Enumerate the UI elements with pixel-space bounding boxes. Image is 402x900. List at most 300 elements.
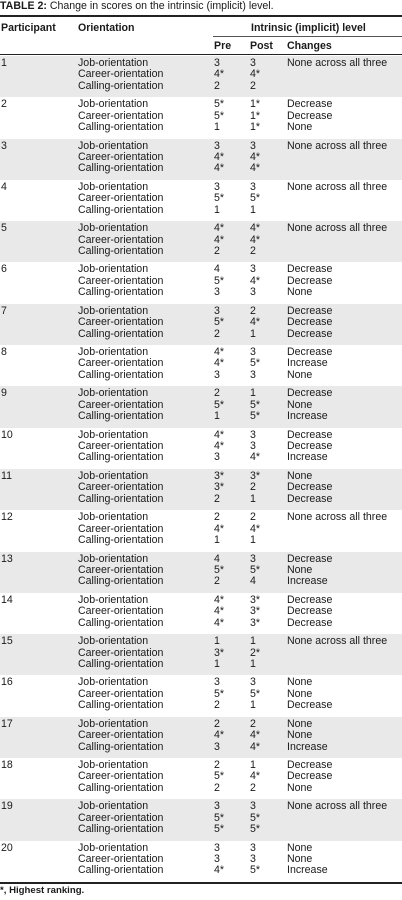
- pre-value: 5*: [214, 274, 225, 287]
- changes-value: Decrease: [287, 440, 333, 453]
- changes-value: Decrease: [287, 98, 333, 111]
- changes-cell: [287, 717, 402, 758]
- orientation-cell: [78, 221, 214, 262]
- post-cell: [250, 180, 287, 221]
- post-cell: [250, 56, 287, 97]
- post-value: 5*: [250, 811, 261, 824]
- participant-cell: 18: [1, 759, 13, 772]
- orientation-value: Job-orientation: [78, 800, 149, 813]
- changes-value: [287, 659, 402, 670]
- participant-cell: 19: [0, 799, 78, 840]
- scores-table: [0, 56, 402, 882]
- pre-value: 1: [214, 635, 220, 648]
- pre-value: 4*: [214, 605, 225, 618]
- pre-cell: [214, 799, 250, 840]
- header-pre: Pre: [214, 40, 232, 52]
- orientation-cell: [78, 552, 214, 593]
- post-cell: [250, 469, 287, 510]
- post-cell: [250, 717, 287, 758]
- orientation-value: Calling-orientation: [78, 781, 164, 794]
- table-row: [0, 180, 402, 221]
- pre-value: 5*: [214, 98, 225, 111]
- changes-value: [287, 813, 402, 824]
- orientation-cell: [78, 97, 214, 138]
- orientation-value: Career-orientation: [78, 233, 164, 246]
- orientation-cell: [78, 593, 214, 634]
- changes-value: None: [287, 729, 313, 742]
- pre-cell: [214, 469, 250, 510]
- pre-value: 2: [214, 781, 220, 794]
- post-value: 1: [250, 635, 256, 648]
- participant-cell: 12: [1, 511, 13, 524]
- table-row: [0, 593, 402, 634]
- header-rule: [0, 54, 402, 55]
- pre-cell: [214, 717, 250, 758]
- orientation-value: Job-orientation: [78, 841, 149, 854]
- orientation-cell: [78, 428, 214, 469]
- pre-value: 4*: [214, 440, 225, 453]
- changes-value: Decrease: [287, 387, 333, 400]
- changes-value: [287, 81, 402, 92]
- post-value: 5*: [250, 357, 261, 370]
- orientation-cell: [78, 841, 214, 882]
- table-row: [0, 428, 402, 469]
- post-value: 2: [250, 481, 256, 494]
- orientation-value: Career-orientation: [78, 853, 164, 866]
- orientation-value: Calling-orientation: [78, 410, 164, 423]
- orientation-cell: [78, 180, 214, 221]
- changes-cell: [287, 675, 402, 716]
- header-participant: Participant: [1, 22, 56, 34]
- changes-value: None across all three: [287, 800, 388, 813]
- orientation-value: Job-orientation: [78, 139, 149, 152]
- orientation-value: Career-orientation: [78, 274, 164, 287]
- post-value: 3*: [250, 469, 261, 482]
- pre-cell: [214, 56, 250, 97]
- orientation-value: Calling-orientation: [78, 534, 164, 547]
- table-row: [0, 56, 402, 97]
- pre-value: 4*: [214, 150, 225, 163]
- post-value: 4*: [250, 729, 261, 742]
- changes-value: None: [287, 781, 313, 794]
- post-value: 3*: [250, 616, 261, 629]
- changes-cell: [287, 262, 402, 303]
- orientation-cell: [78, 345, 214, 386]
- orientation-value: Calling-orientation: [78, 162, 164, 175]
- pre-value: 4*: [214, 616, 225, 629]
- table-row: [0, 799, 402, 840]
- post-value: 2: [250, 781, 256, 794]
- pre-value: 2: [214, 575, 220, 588]
- orientation-value: Calling-orientation: [78, 327, 164, 340]
- changes-value: Decrease: [287, 593, 333, 606]
- orientation-value: Calling-orientation: [78, 575, 164, 588]
- post-value: 4*: [250, 740, 261, 753]
- caption-label: TABLE 2:: [0, 0, 47, 12]
- changes-cell: [287, 510, 402, 551]
- post-value: 2: [250, 304, 256, 317]
- changes-value: [287, 246, 402, 257]
- table-row: [0, 345, 402, 386]
- changes-value: Decrease: [287, 699, 333, 712]
- orientation-cell: [78, 675, 214, 716]
- header-post: Post: [250, 40, 273, 52]
- post-value: 2: [250, 244, 256, 257]
- changes-value: None: [287, 853, 313, 866]
- orientation-value: Calling-orientation: [78, 121, 164, 134]
- changes-cell: [287, 758, 402, 799]
- post-cell: [250, 552, 287, 593]
- changes-value: [287, 193, 402, 204]
- orientation-value: Career-orientation: [78, 687, 164, 700]
- changes-value: Decrease: [287, 274, 333, 287]
- pre-cell: [214, 634, 250, 675]
- changes-value: Increase: [287, 410, 328, 423]
- pre-value: 5*: [214, 687, 225, 700]
- table-row: [0, 675, 402, 716]
- table-row: [0, 386, 402, 427]
- post-cell: [250, 510, 287, 551]
- table-row: [0, 841, 402, 882]
- participant-cell: 20: [1, 841, 13, 854]
- post-value: 3*: [250, 593, 261, 606]
- post-cell: [250, 799, 287, 840]
- orientation-cell: [78, 634, 214, 675]
- orientation-value: Career-orientation: [78, 522, 164, 535]
- changes-value: None across all three: [287, 139, 388, 152]
- post-value: 4*: [250, 770, 261, 783]
- post-value: 3: [250, 57, 256, 69]
- orientation-value: Calling-orientation: [78, 699, 164, 712]
- table-row: [0, 221, 402, 262]
- changes-value: None across all three: [287, 635, 388, 648]
- pre-value: 4*: [214, 346, 225, 359]
- post-cell: [250, 304, 287, 345]
- pre-cell: [214, 510, 250, 551]
- post-cell: [250, 634, 287, 675]
- pre-cell: [214, 221, 250, 262]
- pre-value: 3: [214, 180, 220, 193]
- pre-cell: [214, 262, 250, 303]
- changes-value: [287, 69, 402, 80]
- pre-value: 1: [214, 410, 220, 423]
- orientation-value: Career-orientation: [78, 770, 164, 783]
- pre-value: 5*: [214, 316, 225, 329]
- orientation-cell: [78, 139, 214, 180]
- orientation-value: Calling-orientation: [78, 286, 164, 299]
- table-body: [0, 56, 402, 882]
- participant-cell: 9: [0, 386, 78, 427]
- changes-cell: [287, 634, 402, 675]
- table-caption: [0, 0, 402, 13]
- changes-value: None: [287, 398, 313, 411]
- orientation-value: Career-orientation: [78, 357, 164, 370]
- changes-cell: [287, 97, 402, 138]
- orientation-cell: [78, 386, 214, 427]
- post-value: 1*: [250, 98, 261, 111]
- post-cell: [250, 262, 287, 303]
- pre-value: 2: [214, 717, 220, 730]
- participant-cell: 16: [1, 676, 13, 689]
- pre-value: 1: [214, 121, 220, 134]
- post-value: 4*: [250, 68, 261, 81]
- post-value: 3: [250, 841, 256, 854]
- post-value: 5*: [250, 398, 261, 411]
- post-value: 3: [250, 368, 256, 381]
- post-value: 5*: [250, 823, 261, 836]
- orientation-value: Calling-orientation: [78, 368, 164, 381]
- orientation-value: Career-orientation: [78, 316, 164, 329]
- changes-value: None: [287, 687, 313, 700]
- changes-value: Increase: [287, 451, 328, 464]
- pre-value: 2: [214, 244, 220, 257]
- changes-value: [287, 524, 402, 535]
- changes-value: Decrease: [287, 759, 333, 772]
- caption-text: Change in scores on the intrinsic (implicit) level.: [46, 0, 274, 12]
- pre-value: 4*: [214, 68, 225, 81]
- table-row: [0, 262, 402, 303]
- orientation-value: Career-orientation: [78, 440, 164, 453]
- orientation-value: Career-orientation: [78, 811, 164, 824]
- post-value: 3: [250, 139, 256, 152]
- orientation-value: Calling-orientation: [78, 657, 164, 670]
- changes-cell: [287, 180, 402, 221]
- pre-value: 2: [214, 511, 220, 524]
- changes-value: None: [287, 563, 313, 576]
- changes-value: [287, 235, 402, 246]
- post-value: 4*: [250, 274, 261, 287]
- post-value: 3: [250, 440, 256, 453]
- pre-cell: [214, 386, 250, 427]
- orientation-cell: [78, 262, 214, 303]
- pre-value: 5*: [214, 770, 225, 783]
- pre-value: 1: [214, 534, 220, 547]
- participant-cell: 5: [0, 221, 78, 262]
- post-value: 1: [250, 492, 256, 505]
- orientation-value: Job-orientation: [78, 428, 149, 441]
- changes-cell: [287, 139, 402, 180]
- post-value: 3: [250, 428, 256, 441]
- changes-cell: [287, 386, 402, 427]
- post-value: 4*: [250, 233, 261, 246]
- changes-value: None across all three: [287, 511, 388, 524]
- orientation-value: Career-orientation: [78, 605, 164, 618]
- pre-cell: [214, 304, 250, 345]
- post-value: 1*: [250, 121, 261, 134]
- pre-value: 3: [214, 57, 220, 69]
- orientation-value: Calling-orientation: [78, 244, 164, 257]
- post-value: 1: [250, 699, 256, 712]
- orientation-cell: [78, 469, 214, 510]
- pre-value: 3: [214, 676, 220, 689]
- orientation-value: Career-orientation: [78, 150, 164, 163]
- pre-cell: [214, 345, 250, 386]
- pre-cell: [214, 758, 250, 799]
- orientation-value: Job-orientation: [78, 552, 149, 565]
- orientation-value: Calling-orientation: [78, 616, 164, 629]
- orientation-cell: [78, 56, 214, 97]
- orientation-value: Calling-orientation: [78, 864, 164, 877]
- changes-value: Decrease: [287, 327, 333, 340]
- changes-cell: [287, 428, 402, 469]
- pre-value: 5*: [214, 823, 225, 836]
- post-value: 4*: [250, 451, 261, 464]
- orientation-value: Job-orientation: [78, 222, 149, 235]
- changes-cell: [287, 221, 402, 262]
- changes-value: None: [287, 286, 313, 299]
- header-level-underline: [213, 36, 402, 37]
- orientation-value: Calling-orientation: [78, 740, 164, 753]
- table-footnote: *, Highest ranking.: [0, 885, 85, 896]
- participant-cell: 1: [0, 56, 78, 97]
- changes-value: Decrease: [287, 304, 333, 317]
- post-cell: [250, 386, 287, 427]
- changes-value: [287, 163, 402, 174]
- orientation-value: Job-orientation: [78, 304, 149, 317]
- post-value: 2: [250, 717, 256, 730]
- pre-value: 3: [214, 853, 220, 866]
- post-value: 4*: [250, 150, 261, 163]
- post-cell: [250, 139, 287, 180]
- orientation-value: Job-orientation: [78, 717, 149, 730]
- changes-value: None across all three: [287, 180, 388, 193]
- post-value: 5*: [250, 563, 261, 576]
- participant-cell: 6: [1, 263, 7, 276]
- pre-value: 3: [214, 286, 220, 299]
- orientation-value: Job-orientation: [78, 635, 149, 648]
- post-value: 4*: [250, 316, 261, 329]
- orientation-value: Calling-orientation: [78, 79, 164, 92]
- post-value: 5*: [250, 410, 261, 423]
- pre-cell: [214, 97, 250, 138]
- post-cell: [250, 428, 287, 469]
- orientation-value: Calling-orientation: [78, 451, 164, 464]
- post-value: 4*: [250, 222, 261, 235]
- pre-cell: [214, 675, 250, 716]
- pre-value: 2: [214, 492, 220, 505]
- changes-value: Decrease: [287, 770, 333, 783]
- changes-value: Decrease: [287, 263, 333, 276]
- post-value: 3: [250, 552, 256, 565]
- pre-value: 4*: [214, 729, 225, 742]
- table-row: [0, 469, 402, 510]
- pre-value: 3*: [214, 469, 225, 482]
- pre-value: 4*: [214, 593, 225, 606]
- orientation-cell: [78, 304, 214, 345]
- changes-value: [287, 205, 402, 216]
- orientation-value: Career-orientation: [78, 481, 164, 494]
- post-value: 1: [250, 657, 256, 670]
- pre-value: 4*: [214, 864, 225, 877]
- changes-value: None across all three: [287, 222, 388, 235]
- post-value: 3: [250, 346, 256, 359]
- orientation-value: Job-orientation: [78, 511, 149, 524]
- table-row: [0, 97, 402, 138]
- post-value: 5*: [250, 192, 261, 205]
- post-value: 1: [250, 387, 256, 400]
- header-level: Intrinsic (implicit) level: [251, 22, 366, 34]
- table-row: [0, 304, 402, 345]
- post-cell: [250, 841, 287, 882]
- table-row: [0, 758, 402, 799]
- orientation-value: Career-orientation: [78, 563, 164, 576]
- orientation-value: Calling-orientation: [78, 823, 164, 836]
- changes-value: Decrease: [287, 616, 333, 629]
- pre-value: 5*: [214, 398, 225, 411]
- changes-value: [287, 535, 402, 546]
- changes-value: None across all three: [287, 57, 388, 69]
- orientation-cell: [78, 799, 214, 840]
- pre-value: 4: [214, 552, 220, 565]
- participant-cell: 11: [0, 469, 78, 510]
- orientation-cell: [78, 758, 214, 799]
- changes-value: None: [287, 717, 313, 730]
- pre-value: 1: [214, 203, 220, 216]
- post-cell: [250, 675, 287, 716]
- table-row: [0, 139, 402, 180]
- participant-cell: 4: [1, 180, 7, 193]
- changes-cell: [287, 593, 402, 634]
- changes-value: Increase: [287, 575, 328, 588]
- changes-cell: [287, 304, 402, 345]
- post-cell: [250, 221, 287, 262]
- pre-value: 2: [214, 759, 220, 772]
- participant-cell: 14: [1, 593, 13, 606]
- changes-value: None: [287, 368, 313, 381]
- participant-cell: 15: [0, 634, 78, 675]
- pre-value: 5*: [214, 192, 225, 205]
- post-cell: [250, 97, 287, 138]
- pre-value: 3: [214, 139, 220, 152]
- orientation-value: Calling-orientation: [78, 492, 164, 505]
- orientation-value: Career-orientation: [78, 192, 164, 205]
- post-value: 1: [250, 203, 256, 216]
- pre-value: 2: [214, 387, 220, 400]
- changes-cell: [287, 841, 402, 882]
- pre-value: 5*: [214, 109, 225, 122]
- changes-cell: [287, 799, 402, 840]
- changes-cell: [287, 345, 402, 386]
- orientation-value: Job-orientation: [78, 180, 149, 193]
- post-value: 1: [250, 327, 256, 340]
- participant-cell: 10: [1, 428, 13, 441]
- post-value: 5*: [250, 687, 261, 700]
- top-rule: [0, 15, 402, 17]
- pre-value: 3: [214, 800, 220, 813]
- post-value: 1*: [250, 109, 261, 122]
- pre-value: 3: [214, 304, 220, 317]
- participant-cell: 2: [1, 98, 7, 111]
- changes-value: Decrease: [287, 109, 333, 122]
- orientation-value: Job-orientation: [78, 346, 149, 359]
- orientation-value: Career-orientation: [78, 68, 164, 81]
- pre-cell: [214, 428, 250, 469]
- changes-cell: [287, 552, 402, 593]
- post-cell: [250, 758, 287, 799]
- post-value: 2: [250, 511, 256, 524]
- orientation-value: Job-orientation: [78, 263, 149, 276]
- participant-cell: 3: [0, 139, 78, 180]
- changes-value: Decrease: [287, 492, 333, 505]
- pre-value: 4*: [214, 222, 225, 235]
- post-cell: [250, 593, 287, 634]
- post-value: 4*: [250, 522, 261, 535]
- orientation-value: Career-orientation: [78, 729, 164, 742]
- orientation-value: Job-orientation: [78, 57, 149, 69]
- pre-value: 4*: [214, 357, 225, 370]
- pre-value: 5*: [214, 811, 225, 824]
- orientation-value: Career-orientation: [78, 398, 164, 411]
